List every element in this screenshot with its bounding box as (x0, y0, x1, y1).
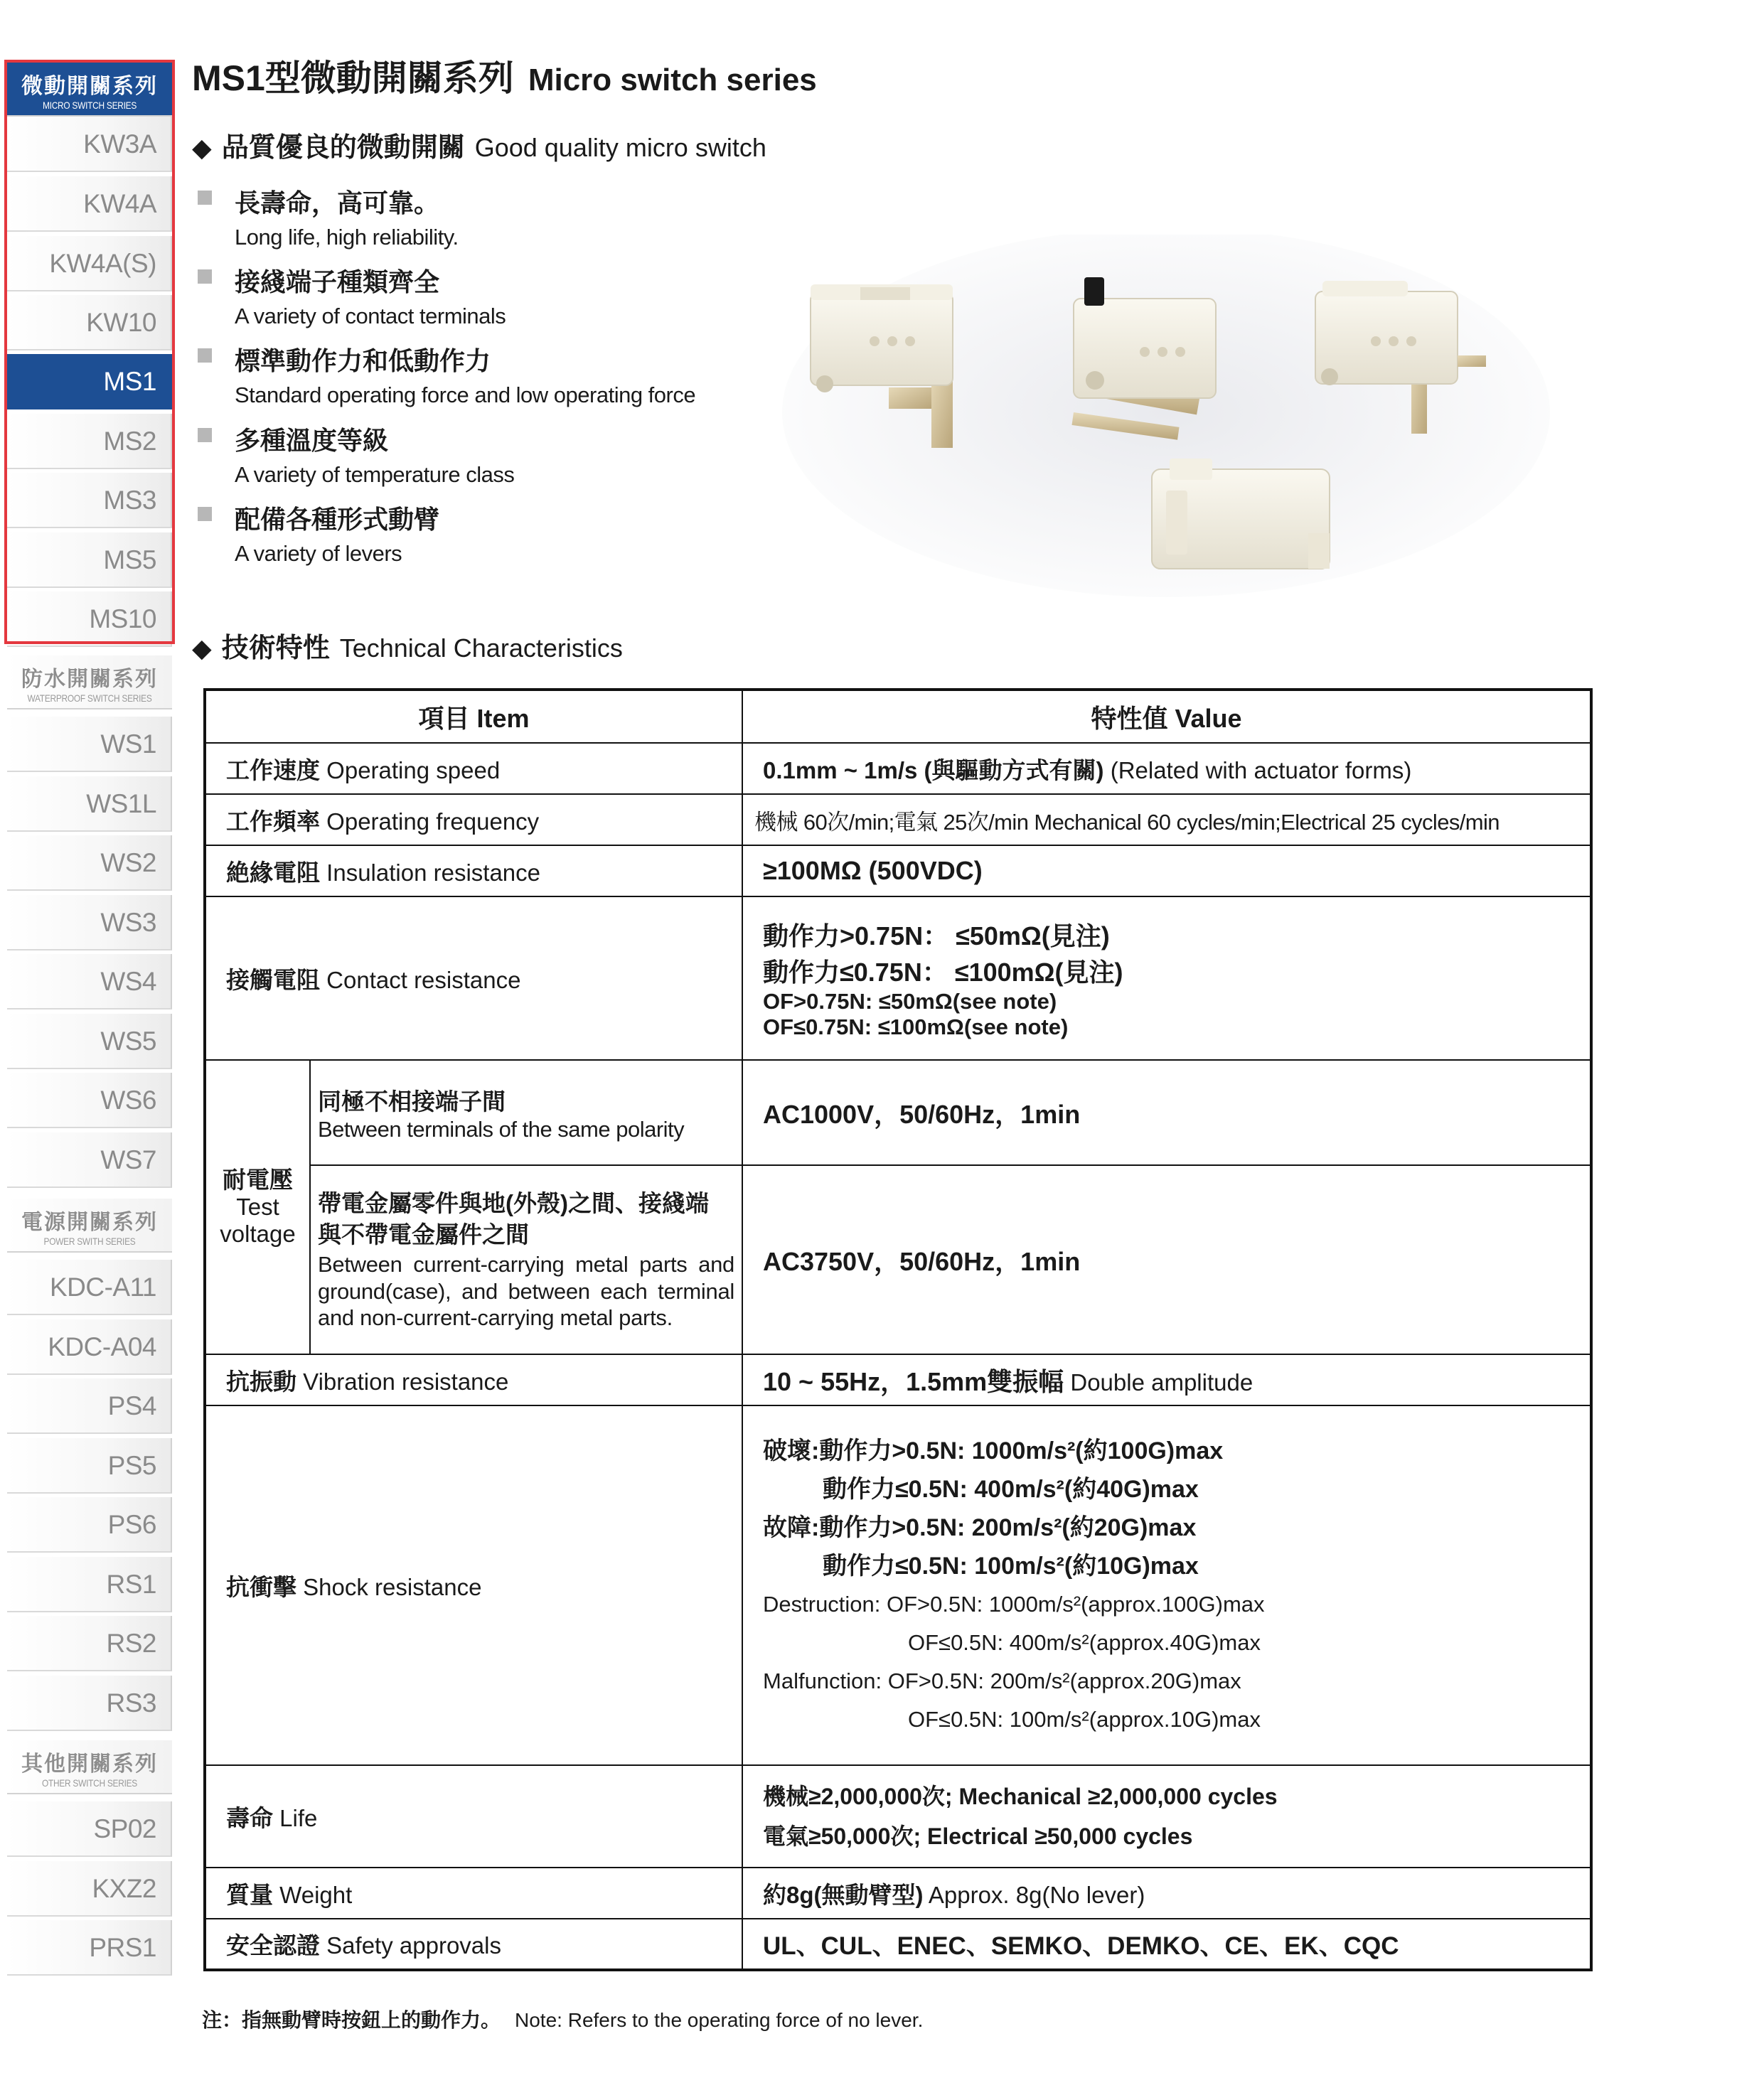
value-line: 破壞:動作力>0.5N: 1000m/s²(約100G)max (763, 1437, 1224, 1464)
section-heading-en: Good quality micro switch (474, 133, 766, 162)
sidebar-group-sublabel: WATERPROOF SWITCH SERIES (27, 692, 152, 704)
sidebar-item-kw10[interactable]: KW10 (7, 295, 172, 350)
sub-item-cell (310, 1165, 742, 1354)
sidebar-group-waterproof[interactable] (7, 655, 172, 709)
sidebar-item-kdc-a11[interactable]: KDC-A11 (7, 1260, 172, 1315)
value-line: OF≤0.5N: 100m/s²(approx.10G)max (908, 1707, 1261, 1732)
value-line: 動作力≤0.5N: 400m/s²(約40G)max (823, 1476, 1199, 1503)
item-cell (205, 896, 742, 1060)
feature-zh: 接綫端子種類齊全 (235, 267, 440, 296)
sidebar-item-kw4a[interactable]: KW4A (7, 176, 172, 232)
sidebar-item-kw4a-s[interactable]: KW4A(S) (7, 236, 172, 291)
value-line: OF≤0.5N: 400m/s²(approx.40G)max (908, 1630, 1261, 1655)
value-line: 電氣≥50,000次; Electrical ≥50,000 cycles (763, 1823, 1193, 1849)
sidebar-item-kxz2[interactable]: KXZ2 (7, 1861, 172, 1917)
test-voltage-zh: 耐電壓 (223, 1167, 293, 1194)
diamond-bullet-icon: ◆ (192, 633, 212, 663)
value-line: 動作力>0.75N： ≤50mΩ(見注) (763, 921, 1110, 950)
section-heading-zh: 品質優良的微動開關 (221, 133, 465, 163)
footnote-zh: 注：指無動臂時按鈕上的動作力。 (202, 2009, 501, 2031)
sidebar-group-micro[interactable] (7, 63, 172, 117)
sub-item-cell (310, 1060, 742, 1165)
value-cell: UL、CUL、ENEC、SEMKO、DEMKO、CE、EK、CQC (742, 1919, 1591, 1970)
value-line: OF>0.75N: ≤50mΩ(see note) (763, 989, 1057, 1014)
value-zh: 10 ~ 55Hz，1.5mm雙振幅 (763, 1366, 1064, 1396)
diamond-bullet-icon: ◆ (192, 133, 212, 162)
footnote-en: Note: Refers to the operating force of no lever. (515, 2009, 924, 2031)
item-en: Contact resistance (326, 966, 521, 993)
item-zh: 抗衝擊 (226, 1573, 296, 1600)
sidebar-item-ms2[interactable]: MS2 (7, 414, 172, 469)
sidebar-group-sublabel: OTHER SWITCH SERIES (41, 1777, 138, 1789)
table-row-operating-speed (205, 743, 1591, 794)
value-line: 故障:動作力>0.5N: 200m/s²(約20G)max (763, 1514, 1197, 1541)
feature-en: Long life, high reliability. (235, 225, 459, 250)
value-cell: 機械 60次/min;電氣 25次/min Mechanical 60 cycles/min;Electrical 25 cycles/min (742, 794, 1591, 845)
value-cell: AC3750V，50/60Hz，1min (742, 1165, 1591, 1354)
table-row-life (205, 1765, 1591, 1868)
feature-zh: 長壽命，高可靠。 (235, 188, 440, 218)
sidebar-item-ws6[interactable]: WS6 (7, 1073, 172, 1128)
table-row-vibration (205, 1354, 1591, 1405)
square-bullet-icon (198, 428, 212, 442)
sidebar-item-sp02[interactable]: SP02 (7, 1801, 172, 1857)
table-row-weight (205, 1868, 1591, 1919)
item-zh: 抗振動 (226, 1368, 296, 1395)
sidebar-item-ws1l[interactable]: WS1L (7, 776, 172, 832)
sidebar-item-rs1[interactable]: RS1 (7, 1557, 172, 1612)
sub-item-zh: 帶電金屬零件與地(外殼)之間、接綫端 (318, 1189, 709, 1216)
sidebar-item-ps5[interactable]: PS5 (7, 1438, 172, 1494)
item-cell (205, 1765, 742, 1868)
sidebar-item-ws1[interactable]: WS1 (7, 717, 172, 772)
test-voltage-en: voltage (220, 1220, 296, 1247)
feature-en: Standard operating force and low operating force (235, 382, 696, 407)
item-en: Operating speed (326, 756, 501, 783)
item-en: Safety approvals (326, 1932, 501, 1959)
value-en: (Related with actuator forms) (1110, 756, 1412, 783)
sidebar-item-kdc-a04[interactable]: KDC-A04 (7, 1319, 172, 1375)
sidebar-item-ms3[interactable]: MS3 (7, 473, 172, 528)
sidebar-item-ws4[interactable]: WS4 (7, 954, 172, 1009)
value-cell: ≥100MΩ (500VDC) (742, 845, 1591, 896)
value-zh: 0.1mm ~ 1m/s (與驅動方式有關) (763, 756, 1104, 783)
spec-table (203, 688, 1593, 1971)
section-heading-en: Technical Characteristics (339, 633, 623, 663)
item-zh: 壽命 (226, 1804, 273, 1831)
item-zh: 安全認證 (226, 1932, 320, 1959)
value-line: Malfunction: OF>0.5N: 200m/s²(approx.20G)max (763, 1668, 1241, 1693)
sidebar-group-power[interactable] (7, 1199, 172, 1253)
value-en: Double amplitude (1070, 1368, 1253, 1396)
item-en: Insulation resistance (326, 859, 541, 886)
sidebar-item-ws5[interactable]: WS5 (7, 1014, 172, 1069)
sub-item-en: Between current-carrying metal parts and ground(case), and between each terminal and non-current-carrying metal parts. (318, 1251, 734, 1331)
table-row-insulation (205, 845, 1591, 896)
table-row-operating-frequency (205, 794, 1591, 845)
value-cell (742, 743, 1591, 794)
square-bullet-icon (198, 191, 212, 205)
sidebar-group-label: 電源開關系列 (21, 1211, 158, 1234)
sidebar-group-other[interactable] (7, 1740, 172, 1794)
value-line: Destruction: OF>0.5N: 1000m/s²(approx.100G)max (763, 1592, 1265, 1617)
item-cell (205, 1354, 742, 1405)
test-voltage-label-cell (205, 1060, 310, 1354)
sidebar-item-ws2[interactable]: WS2 (7, 835, 172, 891)
item-zh: 絶緣電阻 (226, 859, 320, 886)
item-en: Shock resistance (303, 1573, 482, 1600)
sidebar-item-ps4[interactable]: PS4 (7, 1378, 172, 1434)
value-en: Approx. 8g(No lever) (928, 1881, 1145, 1908)
page-title-zh: MS1型微動開關系列 (192, 58, 514, 98)
sidebar-group-label: 微動開關系列 (21, 75, 158, 98)
item-cell (205, 743, 742, 794)
product-photo (782, 235, 1550, 604)
table-header-row (205, 690, 1591, 743)
sidebar (0, 0, 178, 2073)
value-cell (742, 1354, 1591, 1405)
table-row-safety (205, 1919, 1591, 1970)
sidebar-group-label: 防水開關系列 (21, 668, 158, 691)
section-heading-tech (192, 626, 623, 665)
sidebar-item-rs2[interactable]: RS2 (7, 1616, 172, 1671)
sub-item-zh: 同極不相接端子間 (318, 1088, 506, 1115)
sidebar-item-prs1[interactable]: PRS1 (7, 1920, 172, 1976)
table-row-contact-resistance (205, 896, 1591, 1060)
value-zh: 約8g(無動臂型) (763, 1881, 924, 1908)
value-cell (742, 1765, 1591, 1868)
micro-switch-bottom (1152, 459, 1330, 569)
feature-en: A variety of levers (235, 541, 402, 566)
item-zh: 接觸電阻 (226, 966, 320, 993)
square-bullet-icon (198, 269, 212, 284)
feature-zh: 配備各種形式動臂 (235, 505, 440, 534)
sidebar-group-sublabel: POWER SWITH SERIES (43, 1236, 136, 1247)
value-cell: AC1000V，50/60Hz，1min (742, 1060, 1591, 1165)
sidebar-item-ms1[interactable]: MS1 (7, 354, 172, 409)
section-heading-zh: 技術特性 (221, 633, 330, 663)
footnote (202, 2005, 923, 2033)
feature-en: A variety of contact terminals (235, 304, 506, 328)
section-heading-quality (192, 125, 766, 164)
sidebar-item-ws7[interactable]: WS7 (7, 1132, 172, 1188)
page-title-en: Micro switch series (528, 63, 817, 97)
sidebar-item-rs3[interactable]: RS3 (7, 1676, 172, 1731)
table-row-test-voltage-2 (205, 1165, 1591, 1354)
sidebar-item-ws3[interactable]: WS3 (7, 895, 172, 950)
sidebar-group-sublabel: MICRO SWITCH SERIES (42, 100, 137, 111)
sidebar-item-kw3a[interactable]: KW3A (7, 117, 172, 172)
item-cell (205, 1405, 742, 1765)
item-zh: 工作速度 (226, 756, 320, 783)
column-header-value: 特性值 Value (742, 690, 1591, 743)
value-line: OF≤0.75N: ≤100mΩ(see note) (763, 1014, 1069, 1039)
item-zh: 質量 (226, 1881, 273, 1908)
table-row-test-voltage-1 (205, 1060, 1591, 1165)
value-cell (742, 1868, 1591, 1919)
item-cell (205, 794, 742, 845)
sub-item-en: Between terminals of the same polarity (318, 1116, 685, 1142)
item-zh: 工作頻率 (226, 808, 320, 835)
value-cell (742, 896, 1591, 1060)
item-en: Weight (279, 1881, 353, 1908)
item-en: Life (279, 1804, 318, 1831)
test-voltage-en: Test (236, 1194, 279, 1221)
sidebar-item-ps6[interactable]: PS6 (7, 1497, 172, 1553)
square-bullet-icon (198, 507, 212, 521)
sub-item-zh: 與不帶電金屬件之間 (318, 1221, 529, 1248)
item-en: Operating frequency (326, 808, 540, 835)
feature-zh: 多種溫度等級 (235, 426, 389, 455)
sidebar-item-ms5[interactable]: MS5 (7, 532, 172, 588)
value-cell (742, 1405, 1591, 1765)
value-line: 動作力≤0.75N： ≤100mΩ(見注) (763, 958, 1123, 987)
item-cell (205, 845, 742, 896)
feature-zh: 標準動作力和低動作力 (235, 346, 491, 375)
item-cell (205, 1919, 742, 1970)
value-line: 動作力≤0.5N: 100m/s²(約10G)max (823, 1553, 1199, 1580)
table-row-shock (205, 1405, 1591, 1765)
sidebar-group-label: 其他開關系列 (21, 1752, 158, 1776)
page-title (192, 50, 817, 101)
item-en: Vibration resistance (303, 1368, 509, 1395)
square-bullet-icon (198, 348, 212, 363)
value-line: 機械≥2,000,000次; Mechanical ≥2,000,000 cycles (763, 1784, 1278, 1809)
item-cell (205, 1868, 742, 1919)
column-header-item: 項目 Item (205, 690, 742, 743)
feature-en: A variety of temperature class (235, 462, 515, 487)
sidebar-item-ms10[interactable]: MS10 (7, 591, 172, 647)
